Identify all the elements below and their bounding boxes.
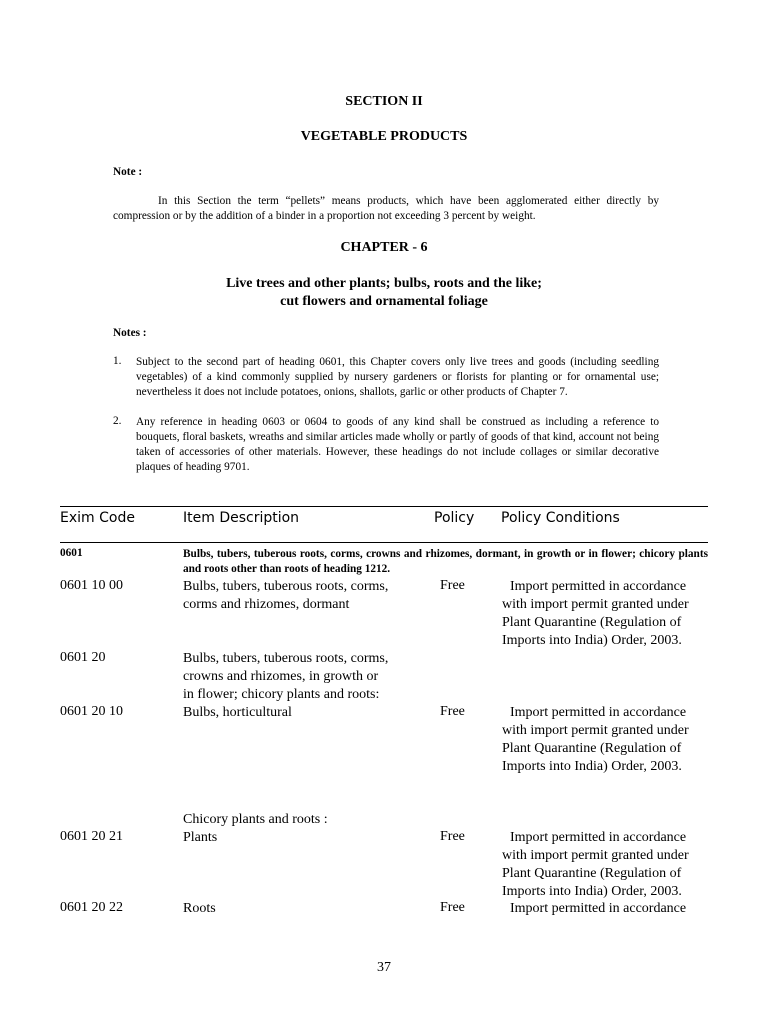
heading-description: Bulbs, tubers, tuberous roots, corms, crowns and rhizomes, dormant, in growth or in flower; chicory plants and roots other than roots of heading 1212. xyxy=(183,548,708,575)
row-policy-conditions: Import permitted in accordance with import permit granted under Plant Quarantine (Regulation of Imports into India) Order, 2003. xyxy=(502,830,689,899)
table-header-rule xyxy=(60,542,708,543)
row-policy: Free xyxy=(440,900,465,915)
note-text: Subject to the second part of heading 0601, this Chapter covers only live trees and goods (including seedling vegetables) of a kind commonly supplied by nursery gardeners or florists for planting or for ornamental use; nevertheless it does not include potatoes, onions, shallots, garlic or other products of Chapter 7. xyxy=(136,356,659,398)
row-code: 0601 20 21 xyxy=(60,829,123,844)
row-description: Bulbs, horticultural xyxy=(183,705,292,720)
row-code: 0601 20 xyxy=(60,650,106,665)
section-title: SECTION II xyxy=(345,94,423,109)
row-policy-conditions: Import permitted in accordance with import permit granted under Plant Quarantine (Regulation of Imports into India) Order, 2003. xyxy=(502,579,689,648)
header-policy: Policy xyxy=(434,510,475,526)
chapter-title: CHAPTER - 6 xyxy=(340,240,428,255)
header-policy-conditions: Policy Conditions xyxy=(501,510,620,526)
notes-label: Notes : xyxy=(113,327,147,339)
heading-code: 0601 xyxy=(60,547,83,559)
section-note-label: Note : xyxy=(113,166,143,178)
row-policy-conditions: Import permitted in accordance with import permit granted under Plant Quarantine (Regulation of Imports into India) Order, 2003. xyxy=(502,705,689,774)
table-top-rule xyxy=(60,506,708,507)
row-policy: Free xyxy=(440,704,465,719)
page-number: 37 xyxy=(377,960,391,975)
row-policy: Free xyxy=(440,578,465,593)
row-policy: Free xyxy=(440,829,465,844)
row-description: Chicory plants and roots : xyxy=(183,812,328,827)
row-description: Roots xyxy=(183,901,216,916)
row-code: 0601 10 00 xyxy=(60,578,123,593)
section-subtitle: VEGETABLE PRODUCTS xyxy=(300,129,468,144)
header-item-description: Item Description xyxy=(183,510,300,526)
row-description: Bulbs, tubers, tuberous roots, corms, crowns and rhizomes, in growth or in flower; chicory plants and roots: xyxy=(183,651,389,702)
chapter-heading-line1: Live trees and other plants; bulbs, roots and the like; xyxy=(226,276,542,291)
section-note-text: In this Section the term “pellets” means products, which have been agglomerated either directly by compression or by the addition of a binder in a proportion not exceeding 3 percent by weight. xyxy=(113,195,659,222)
note-text: Any reference in heading 0603 or 0604 to goods of any kind shall be construed as including a reference to bouquets, floral baskets, wreaths and similar articles made wholly or partly of goods of that kind, account not being taken of accessories of other materials. However, these headings do not include collages or similar decorative plaques of heading 9701. xyxy=(136,416,659,473)
row-description: Bulbs, tubers, tuberous roots, corms, corms and rhizomes, dormant xyxy=(183,579,389,612)
row-description: Plants xyxy=(183,830,218,845)
chapter-heading-line2: cut flowers and ornamental foliage xyxy=(280,294,488,309)
row-policy-conditions: Import permitted in accordance xyxy=(510,901,687,916)
note-number: 1. xyxy=(113,355,122,367)
row-code: 0601 20 10 xyxy=(60,704,123,719)
header-exim-code: Exim Code xyxy=(60,510,135,526)
note-number: 2. xyxy=(113,415,122,427)
row-code: 0601 20 22 xyxy=(60,900,123,915)
